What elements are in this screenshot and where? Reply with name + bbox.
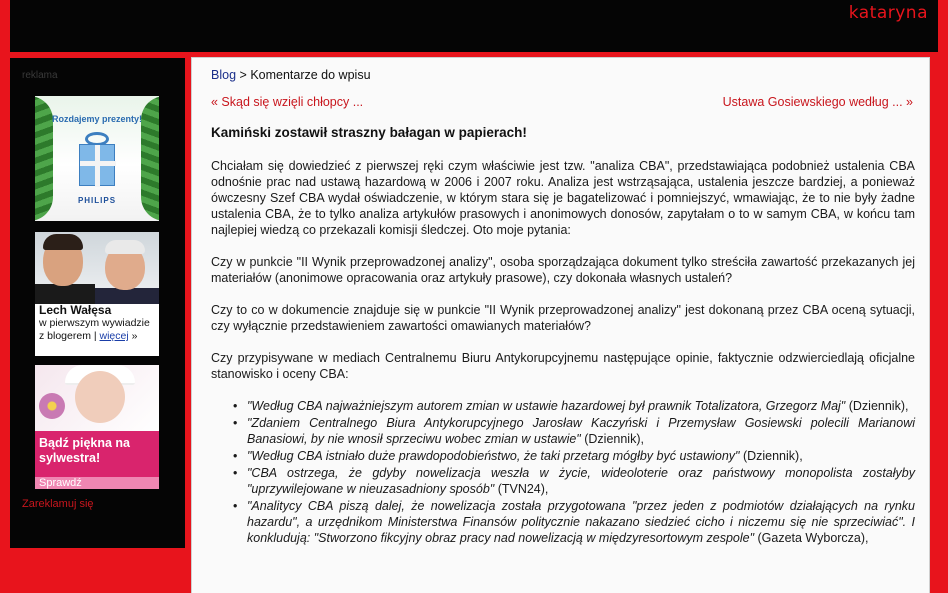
list-item: • "Według CBA najważniejszym autorem zmian w ustawie hazardowej był prawnik Totalizatora, Grzegorz Maj" (Dziennik), <box>233 398 915 414</box>
quote-list <box>233 398 915 546</box>
post-title: Kamiński zostawił straszny bałagan w papierach! <box>211 125 527 140</box>
walesa-line2-wrap <box>39 330 157 343</box>
post-paragraph: Chciałam się dowiedzieć z pierwszej ręki czym właściwie jest tzw. "analiza CBA", przedstawiająca podobnież ustalenia CBA odnośnie prac nad ustawą hazardową w 2006 i 2007 roku. Analiza jest wstrząsająca, ustalenia jeszcze bardziej, a ponieważ ówczesny Szef CBA wydał oświadczenie, w którym stara się je bagatelizować i pomniejszyć, wmawiając, że to nie były żadne ustalenia CBA, że to tylko analiza artykułów prasowych i anonimowych donosów, zapytałam o to w samym CBA, w końcu tam najlepiej wiedzą co przekazali komisji śledczej. Oto moje pytania: <box>211 159 915 237</box>
list-item: • "Zdaniem Centralnego Biura Antykorupcyjnego Jarosław Kaczyński i Przemysław Gosiewski polecili Marianowi Banasiowi, by nie wnosił sprzeciwu wobec zmian w ustawie" (Dziennik), <box>233 415 915 447</box>
advertise-link[interactable]: Zareklamuj się <box>22 498 94 510</box>
beauty-banner[interactable] <box>35 365 159 489</box>
sidebar <box>10 58 185 548</box>
gift-box-icon <box>79 144 115 186</box>
beauty-banner-headline: Bądź piękna na sylwestra! <box>39 436 130 465</box>
walesa-name: Lech Wałęsa <box>39 303 112 317</box>
breadcrumb <box>211 68 371 82</box>
philips-banner-text: Rozdajemy prezenty! <box>51 114 143 124</box>
previous-post-link[interactable]: « Skąd się wzięli chłopcy ... <box>211 95 364 109</box>
list-item: • "Według CBA istniało duże prawdopodobieństwo, że taki przetarg mógłby być ustawiony" (Dziennik), <box>233 448 915 464</box>
philips-logo: PHILIPS <box>77 196 117 205</box>
walesa-line2: z blogerem | <box>39 330 97 342</box>
flower-icon <box>39 393 65 419</box>
site-title[interactable]: kataryna <box>848 3 928 23</box>
post-paragraph: Czy w punkcie "II Wynik przeprowadzonej analizy", osoba sporządzająca dokument tylko streściła zawartość przekazanych jej materiałów (anonimowe opracowania oraz artykuły prasowe), czy dokonała własnych ustaleń? <box>211 255 915 285</box>
philips-gift-banner[interactable] <box>35 96 159 221</box>
list-item: • "Analitycy CBA piszą dalej, że nowelizacja została przygotowana "przez jeden z podmiotów działających na rynku hazardu", a urzędnikom Ministerstwa Finansów politycznie nakazano siedzieć cicho i niczemu się nie sprzeciwiać". I konkludują: "Stworzono fikcyjny obraz pracy nad nowelizacją w międzyresortowym zespole" (Gazeta Wyborcza), <box>233 498 915 546</box>
walesa-banner-text <box>39 304 157 343</box>
breadcrumb-separator: > <box>239 68 247 82</box>
post-paragraph: Czy to co w dokumencie znajduje się w punkcie "II Wynik przeprowadzonej analizy" jest dokonaną przez CBA oceną sytuacji, czy wyłącznie przedstawieniem zawartości omawianych materiałów? <box>211 303 915 333</box>
sidebar-caption: reklama <box>22 70 58 81</box>
walesa-interview-banner[interactable] <box>35 232 159 356</box>
walesa-photo <box>35 232 159 300</box>
top-header-bar <box>10 0 938 52</box>
double-arrow-icon: » <box>131 330 138 342</box>
beauty-banner-cta[interactable]: Sprawdź <box>35 477 159 489</box>
walesa-line1: w pierwszym wywiadzie <box>39 317 150 329</box>
list-item: • "CBA ostrzega, że gdyby nowelizacja weszła w życie, wideoloterie oraz państwowy monopolista zostałyby "uprzywilejowane w nieuzasadniony sposób" (TVN24), <box>233 465 915 497</box>
main-content <box>191 57 930 593</box>
post-paragraph: Czy przypisywane w mediach Centralnemu Biuru Antykorupcyjnemu następujące opinie, faktycznie odzwierciedlają oficjalne stanowisko i oceny CBA: <box>211 351 915 381</box>
walesa-more-link[interactable]: więcej <box>99 330 129 342</box>
next-post-link[interactable]: Ustawa Gosiewskiego według ... » <box>722 95 913 109</box>
post-body <box>211 158 915 547</box>
woman-face <box>75 371 125 423</box>
breadcrumb-blog-link[interactable]: Blog <box>211 68 237 82</box>
breadcrumb-current: Komentarze do wpisu <box>250 68 371 82</box>
